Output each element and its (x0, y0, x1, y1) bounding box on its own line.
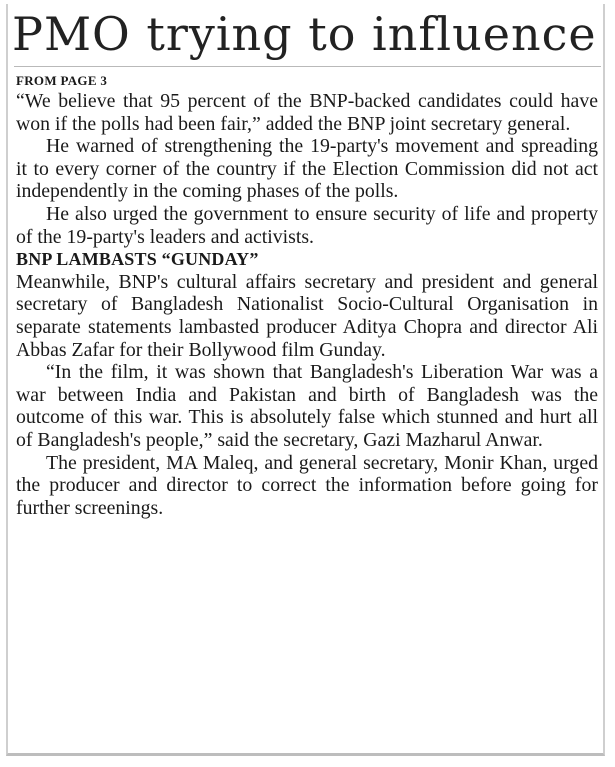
headline: PMO trying to influence (12, 7, 597, 61)
paragraph-film-quote: “In the film, it was shown that Bangladesh's Liberation War was a war between India and Pakistan and birth of Bangladesh was the outcome of this war. This is absolutely false which stunned and hurt all of Bangladesh's people,” said the secretary, Gazi Mazharul Anwar. (16, 361, 598, 451)
paragraph-quote: “We believe that 95 percent of the BNP-backed candidates could have won if the polls had been fair,” added the BNP joint secretary general. (16, 90, 598, 135)
continued-from-kicker: FROM PAGE 3 (16, 73, 108, 88)
section-subhead: BNP LAMBASTS “GUNDAY” (16, 249, 259, 270)
paragraph-meanwhile: Meanwhile, BNP's cultural affairs secretary and president and general secretary of Bangladesh Nationalist Socio-Cultural Organisation in separate statements lambasted producer Aditya Chopra and director Ali Abbas Zafar for their Bollywood film Gunday. (16, 270, 598, 361)
headline-divider (14, 66, 601, 67)
paragraph-urge: The president, MA Maleq, and general secretary, Monir Khan, urged the producer and director to correct the information before going for further screenings. (16, 451, 598, 519)
article-body (16, 72, 598, 519)
paragraph-security: He also urged the government to ensure security of life and property of the 19-party's leaders and activists. (16, 202, 598, 248)
paragraph-warning: He warned of strengthening the 19-party's movement and spreading it to every corner of the country if the Election Commission did not act independently in the coming phases of the polls. (16, 135, 598, 203)
